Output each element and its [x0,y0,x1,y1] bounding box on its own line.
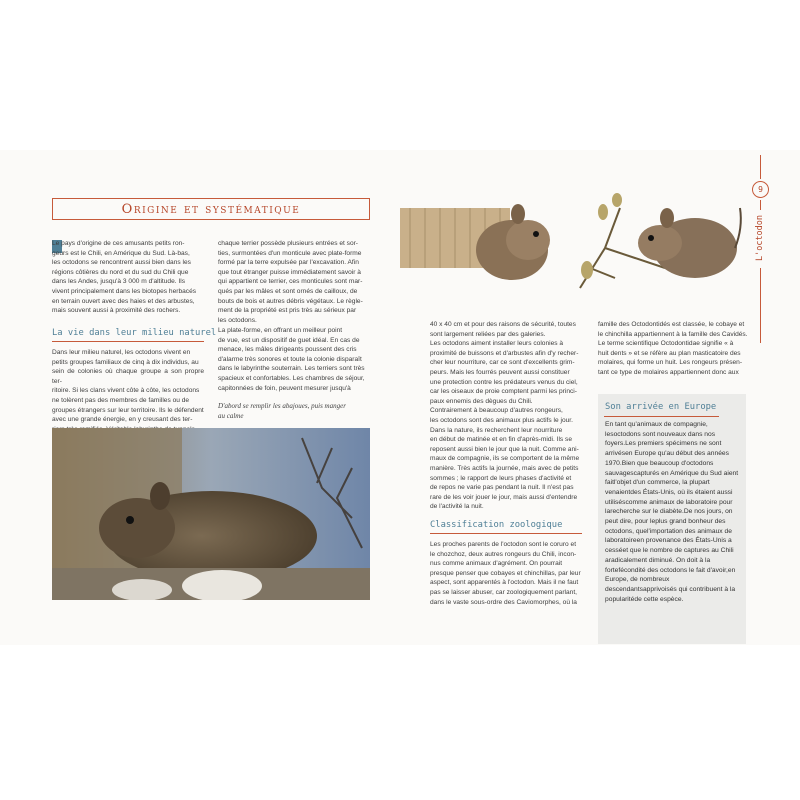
text-line: avec une grande énergie, en y creusant des ter- [52,416,193,424]
text-line: en terrain ouvert avec des haies et des arbustes, [52,297,195,305]
text-line: rare de les voir jouer le jour, mais aussi d'entendre [430,493,578,501]
text-line: les octodons. [218,316,257,324]
text-line: 40 x 40 cm et pour des raisons de sécurité, toutes [430,321,576,328]
text-line: des États-Unis, où ils étaient aussi utilisés [605,488,733,506]
text-line: ties, surmontées d'un monticule avec plate-forme [218,249,362,257]
degu-branch-photo [575,188,745,293]
text-line: molaires, qui forme un huit. Les rongeurs présen- [598,359,743,367]
plateforme-paragraph [218,326,370,393]
text-line: sont largement reliées par des galeries. [430,330,546,338]
text-line: Dans leur milieu naturel, les octodons vivent en [52,349,191,356]
text-line: recherche sur le diabète. [610,508,684,516]
text-line: en Europe, de nombreux descendants [605,566,736,593]
sidebar-paragraph [605,420,741,604]
text-line: octodons sont nouveaux dans nos foyers. [605,430,716,448]
text-line: geurs est le Chili, en Amérique du Sud. Là-bas, [52,249,190,257]
text-line: Bien que beaucoup d'octodons sauvages [605,459,714,477]
heading-vie-underline [52,341,204,342]
text-line: apprivoisés qui contribuent à la popularité [605,585,736,603]
text-line: et que le nombre de captures au Chili a [605,547,734,564]
text-line: qués par les mâles et sont ornés de cailloux, de [218,287,358,295]
text-line: radicalement diminué. On doit à la forte [605,556,711,574]
text-line: vivent principalement dans les biotopes herbacés [52,287,197,295]
text-line: régions côtières du nord et du sud du Chili que [52,268,189,276]
text-line: de cette espèce. [634,595,684,603]
text-line: capturés en Amérique du Sud aient fait [605,469,739,487]
vie-paragraph [52,348,204,434]
heading-classification: Classification zoologique [430,520,563,530]
text-line: Les octodons aiment installer leurs colonies à [430,340,564,348]
chapter-title-box [52,198,370,220]
text-line: fécondité des octodons le fait d'avoir, [618,566,728,574]
text-line: comme animaux de laboratoire pour la [605,498,733,516]
text-line: capitonnées de foin, peuvent mesurer jusqu'à [218,384,351,392]
col4-paragraph [598,320,748,378]
text-line: En tant qu'animaux de compagnie, les [605,421,708,438]
chapter-title: Origine et systématique [121,202,301,217]
text-line: bouts de bois et autres débris végétaux. Le règle- [218,297,363,305]
text-line: Dans la nature, ils recherchent leur nourriture [430,426,563,434]
text-line: Les premiers spécimens ne sont arrivés [605,440,722,458]
text-line: famille des Octodontidés est classée, le cobaye et [598,321,745,328]
text-line: nus comme animaux d'agrément. On pourrait [430,560,563,568]
text-line: tant ce type de molaires appartiennent donc aux [598,368,739,376]
text-line: dans le vaste sous-ordre des Caviomorphes, où la [430,598,577,606]
text-line: spacieux et confortables. Les chambres de séjour, [218,374,365,382]
text-line: reposent aussi bien le jour que la nuit. Comme ani- [430,445,579,453]
text-line: formé par la terre expulsée par l'excavation. Afin [218,259,359,267]
photo-caption: D'abord se remplir les abajoues, puis manger au calme [218,402,346,420]
text-line: menace, les mâles dirigeants poussent des cris [218,346,357,354]
text-line: les octodons se rencontrent aussi bien dans les [52,259,191,267]
text-line: La plate-forme, en offrant un meilleur point [218,327,343,334]
margin-rule-top [760,155,761,179]
text-line: Les proches parents de l'octodon sont le coruro et [430,541,577,548]
terrier-paragraph [218,239,370,325]
text-line: de vue, est un dispositif de guet idéal. En cas de [218,336,360,344]
text-line: une protection contre les prédateurs venus du ciel, [430,378,578,386]
classification-paragraph [430,540,582,607]
col3-paragraphs [430,320,582,512]
text-line: manière. Très actifs la journée, mais avec de petits [430,464,579,472]
text-line: De nos jours, on peut dire, pour le [605,508,733,526]
intro-paragraph [52,239,204,316]
text-line: en Europe qu'au début des années 1970. [605,450,729,467]
text-line: qui appartient ce terrier, ces monticules sont mar- [218,278,363,286]
text-line: cher leur nourriture, car ce sont d'excellents grim- [430,359,575,367]
text-line: groupes étrangers sur leur territoire. Ils le défendent [52,406,204,414]
sidebar-europe [598,394,746,644]
degu-photo-large [52,428,370,600]
text-line: chaque terrier possède plusieurs entrées et sor- [218,240,359,247]
text-line: le chinchilla appartiennent à la famille des Cavidés. [598,330,748,338]
text-line: proximité de buissons et d'arbustes afin d'y recher- [430,349,579,357]
margin-rule-mid [760,200,761,210]
heading-classification-underline [430,533,582,534]
text-line: l'importation des animaux de laboratoire [605,527,732,545]
text-line: presque penser que cobayes et chinchillas, par leur [430,569,581,577]
text-line: le chozchoz, deux autres rongeurs du Chili, incon- [430,550,577,558]
degu-tube-photo [400,188,570,288]
sidebar-heading-underline [604,416,719,417]
text-line: en début de matinée et en fin d'après-midi. Ils se [430,436,573,444]
text-line: dans le labyrinthe souterrain. Les terriers sont très [218,365,365,373]
margin-rule-bottom [760,268,761,343]
text-line: car les oiseaux de proie comptent parmi les princi- [430,388,577,396]
text-line: huit dents » et se réfère au plan masticatoire des [598,349,741,357]
text-line: petits groupes familiaux de cinq à dix individus, au [52,358,199,366]
text-line: pas se laisser abuser, car zoologiquement parlant, [430,588,577,596]
text-line: ne tolèrent pas des membres de familles ou de [52,396,190,404]
text-line: paux ennemis des dègues du Chili. [430,397,533,405]
text-line: ment de la propriété est pris très au sérieux par [218,307,357,315]
text-line: ritoire. Si les clans vivent côte à côte, les octodons [52,387,200,395]
text-line: dans les Andes, jusqu'à 3 000 m d'altitude. Ils [52,278,186,286]
text-line: plus grand bonheur des octodons, que [605,518,726,535]
text-line: maux de compagnie, ils se comportent de la même [430,455,580,463]
text-line: aspect, sont apparentés à l'octodon. Mais il ne faut [430,579,579,587]
text-line: Contrairement à beaucoup d'autres rongeurs, [430,407,563,415]
text-line: mais souvent aussi à proximité des rochers. [52,307,181,315]
text-line: les octodons sont des animaux plus actifs le jour. [430,416,573,424]
sidebar-heading: Son arrivée en Europe [605,402,717,412]
text-line: peurs. Mais les fourrés peuvent aussi constituer [430,368,570,376]
text-line: sommes ; le rapport de leurs phases d'activité et [430,474,572,482]
text-line: de l'activité la nuit. [430,503,484,511]
heading-vie: La vie dans leur milieu naturel [52,328,217,338]
running-head: L'octodon [755,214,765,262]
text-line: Le terme scientifique Octodontidae signifie « à [598,340,734,348]
text-line: Le pays d'origine de ces amusants petits ron- [52,240,185,247]
text-line: de repos ne varie pas pendant la nuit. Il n'est pas [430,484,574,492]
text-line: d'alarme très sonores et toute la colonie disparaît [218,355,362,363]
text-line: que tout étranger puisse immédiatement savoir à [218,268,361,276]
text-line: l'objet d'un commerce, la plupart venaient [605,479,710,496]
page-number: 9 [752,181,769,198]
text-line: en provenance des États-Unis a cessé [605,537,732,555]
text-line: sein de colonies où chaque groupe a son propre ter- [52,368,204,385]
